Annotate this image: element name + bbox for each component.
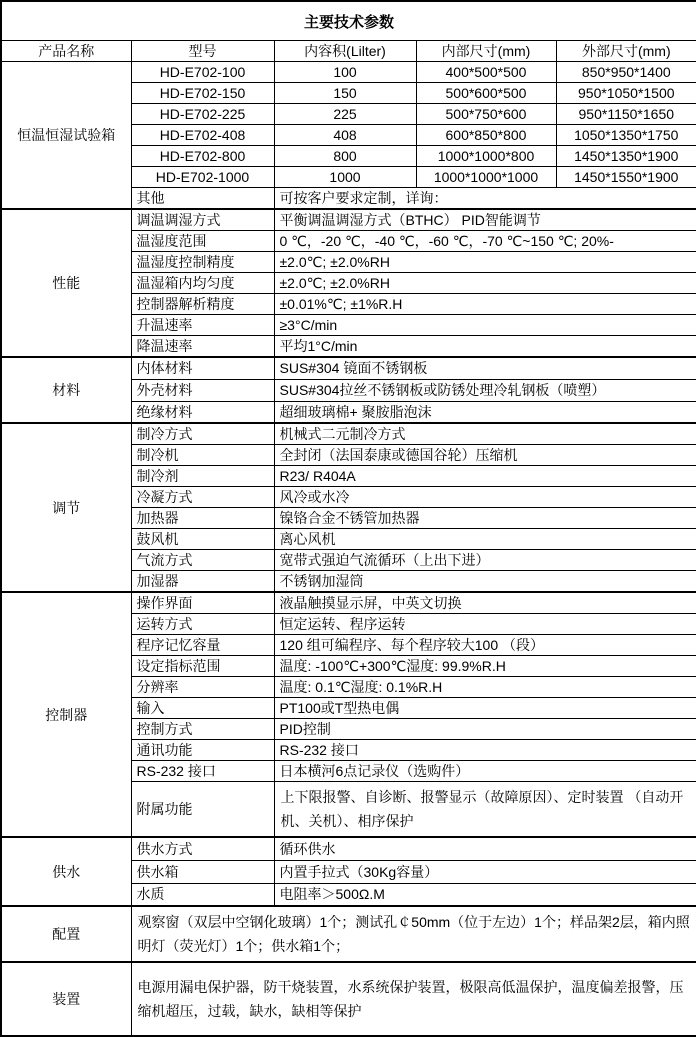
row-label: 升温速率 — [131, 315, 274, 336]
row-value: 温度: 0.1℃湿度: 0.1%R.H — [274, 677, 696, 698]
row-label: 控制器解析精度 — [131, 294, 274, 315]
row-value: 全封闭（法国泰康或德国谷轮）压缩机 — [274, 445, 696, 466]
row-value: 平衡调温调湿方式（BTHC） PID智能调节 — [274, 209, 696, 231]
title-row — [1, 1, 696, 41]
row-value: 120 组可编程序、每个程序较大100 （段） — [274, 635, 696, 656]
row-label: RS-232 接口 — [131, 761, 274, 782]
row-label: 通讯功能 — [131, 740, 274, 761]
row-value: RS-232 接口 — [274, 740, 696, 761]
row-value: 离心风机 — [274, 529, 696, 550]
volume-cell: 800 — [274, 146, 416, 167]
model-cell: HD-E702-100 — [131, 62, 274, 83]
row-value: 超细玻璃棉+ 聚胺脂泡沫 — [274, 401, 696, 423]
table-row — [1, 209, 696, 231]
row-value: SUS#304 镜面不锈钢板 — [274, 357, 696, 379]
volume-cell: 1000 — [274, 167, 416, 188]
inner-dim-cell: 500*750*600 — [416, 104, 556, 125]
row-label: 调温调湿方式 — [131, 209, 274, 231]
row-value: PT100或T型热电偶 — [274, 698, 696, 719]
header-volume: 内容积(Lilter) — [274, 41, 416, 62]
row-value: 电源用漏电保护器，防干烧装置，水系统保护装置，极限高低温保护，温度偏差报警，压缩机超压，过载，缺水，缺相等保护 — [131, 962, 696, 1036]
row-label: 鼓风机 — [131, 529, 274, 550]
header-model: 型号 — [131, 41, 274, 62]
volume-cell: 225 — [274, 104, 416, 125]
row-value: 循环供水 — [274, 837, 696, 860]
row-label: 加湿器 — [131, 571, 274, 593]
row-value: PID控制 — [274, 719, 696, 740]
row-value: ±0.01%℃; ±1%R.H — [274, 294, 696, 315]
table-row — [1, 906, 696, 962]
outer-dim-cell: 1050*1350*1750 — [556, 125, 696, 146]
row-label: 输入 — [131, 698, 274, 719]
section-label: 配置 — [1, 906, 131, 962]
model-cell: HD-E702-408 — [131, 125, 274, 146]
row-label: 气流方式 — [131, 550, 274, 571]
inner-dim-cell: 500*600*500 — [416, 83, 556, 104]
row-label: 分辨率 — [131, 677, 274, 698]
section-label: 调节 — [1, 423, 131, 592]
inner-dim-cell: 1000*1000*800 — [416, 146, 556, 167]
row-label: 温湿度范围 — [131, 231, 274, 252]
header-outer-dim: 外部尺寸(mm) — [556, 41, 696, 62]
outer-dim-cell: 850*950*1400 — [556, 62, 696, 83]
row-value: 机械式二元制冷方式 — [274, 423, 696, 445]
section-label: 性能 — [1, 209, 131, 357]
row-value: ±2.0℃; ±2.0%RH — [274, 252, 696, 273]
volume-cell: 100 — [274, 62, 416, 83]
outer-dim-cell: 1450*1550*1900 — [556, 167, 696, 188]
row-label: 加热器 — [131, 508, 274, 529]
row-label: 水质 — [131, 883, 274, 906]
model-cell: HD-E702-150 — [131, 83, 274, 104]
volume-cell: 150 — [274, 83, 416, 104]
model-cell: HD-E702-1000 — [131, 167, 274, 188]
inner-dim-cell: 600*850*800 — [416, 125, 556, 146]
header-product-name: 产品名称 — [1, 41, 131, 62]
page-title: 主要技术参数 — [1, 1, 696, 41]
row-value: R23/ R404A — [274, 466, 696, 487]
row-label: 操作界面 — [131, 592, 274, 614]
row-value: SUS#304拉丝不锈钢板或防锈处理冷轧钢板（喷塑） — [274, 379, 696, 401]
row-label: 制冷机 — [131, 445, 274, 466]
model-cell: HD-E702-225 — [131, 104, 274, 125]
row-label: 控制方式 — [131, 719, 274, 740]
row-label: 温湿箱内均匀度 — [131, 273, 274, 294]
row-value: 观察窗（双层中空钢化玻璃）1个；测试孔￠50mm（位于左边）1个；样品架2层，箱内照明灯（荧光灯）1个；供水箱1个； — [131, 906, 696, 962]
row-label: 运转方式 — [131, 614, 274, 635]
row-label: 内体材料 — [131, 357, 274, 379]
section-label: 装置 — [1, 962, 131, 1036]
row-value: ≥3°C/min — [274, 315, 696, 336]
volume-cell: 408 — [274, 125, 416, 146]
row-value: 平均1°C/min — [274, 336, 696, 358]
row-value: 恒定运转、程序运转 — [274, 614, 696, 635]
outer-dim-cell: 950*1050*1500 — [556, 83, 696, 104]
row-value: 日本横河6点记录仪（选购件） — [274, 761, 696, 782]
row-label: 冷凝方式 — [131, 487, 274, 508]
row-value: 宽带式强迫气流循环（上出下进） — [274, 550, 696, 571]
row-value: 风冷或水冷 — [274, 487, 696, 508]
inner-dim-cell: 400*500*500 — [416, 62, 556, 83]
table-row — [1, 357, 696, 379]
product-name-cell: 恒温恒湿试验箱 — [1, 62, 131, 210]
row-value: 可按客户要求定制，详询： — [274, 188, 696, 210]
table-row — [1, 962, 696, 1036]
row-value: 内置手拉式（30Kg容量） — [274, 860, 696, 883]
row-value: 0 ℃，-20 ℃，-40 ℃，-60 ℃，-70 ℃~150 ℃; 20%- — [274, 231, 696, 252]
row-value: ±2.0℃; ±2.0%RH — [274, 273, 696, 294]
row-label: 供水方式 — [131, 837, 274, 860]
outer-dim-cell: 950*1150*1650 — [556, 104, 696, 125]
table-row — [1, 62, 696, 83]
row-label: 温湿度控制精度 — [131, 252, 274, 273]
row-value: 温度: -100℃+300℃湿度: 99.9%R.H — [274, 656, 696, 677]
row-label: 外壳材料 — [131, 379, 274, 401]
table-row — [1, 592, 696, 614]
row-value: 镍铬合金不锈管加热器 — [274, 508, 696, 529]
inner-dim-cell: 1000*1000*1000 — [416, 167, 556, 188]
section-label: 材料 — [1, 357, 131, 423]
row-value: 不锈钢加湿筒 — [274, 571, 696, 593]
row-label: 程序记忆容量 — [131, 635, 274, 656]
row-label: 其他 — [131, 188, 274, 210]
header-row — [1, 41, 696, 62]
row-label: 设定指标范围 — [131, 656, 274, 677]
section-label: 供水 — [1, 837, 131, 906]
row-label: 制冷剂 — [131, 466, 274, 487]
row-label: 绝缘材料 — [131, 401, 274, 423]
section-label: 控制器 — [1, 592, 131, 837]
row-label: 供水箱 — [131, 860, 274, 883]
row-value: 液晶触摸显示屏，中英文切换 — [274, 592, 696, 614]
row-value: 电阻率＞500Ω.M — [274, 883, 696, 906]
row-label: 附属功能 — [131, 782, 274, 838]
row-value: 上下限报警、自诊断、报警显示（故障原因）、定时装置 （自动开机、关机）、相序保护 — [274, 782, 696, 838]
table-row — [1, 837, 696, 860]
header-inner-dim: 内部尺寸(mm) — [416, 41, 556, 62]
row-label: 降温速率 — [131, 336, 274, 358]
outer-dim-cell: 1450*1350*1900 — [556, 146, 696, 167]
table-row — [1, 423, 696, 445]
row-label: 制冷方式 — [131, 423, 274, 445]
model-cell: HD-E702-800 — [131, 146, 274, 167]
